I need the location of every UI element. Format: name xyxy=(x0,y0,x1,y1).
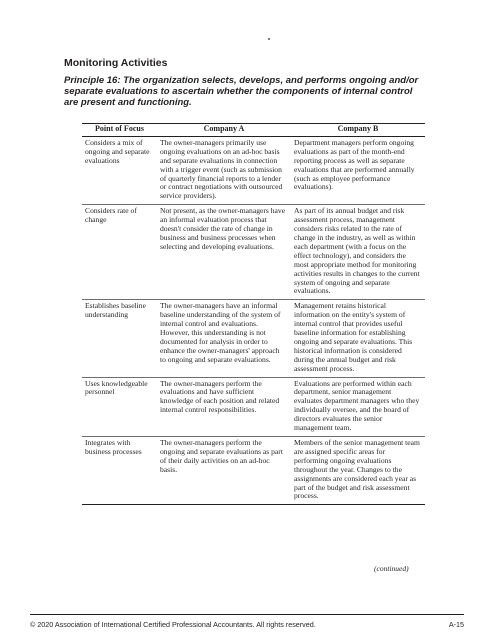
point-of-focus-cell: Establishes baseline understanding xyxy=(82,300,157,377)
table-row xyxy=(82,377,425,436)
point-of-focus-cell: Uses knowledgeable personnel xyxy=(82,377,157,436)
company-b-cell: Members of the senior management team are assigned specific areas for performing ongoing evaluations throughout the year. Changes to the assignments are considered each year as part of the budget and risk assessment process. xyxy=(291,437,425,505)
continued-note: (continued) xyxy=(374,564,409,573)
point-of-focus-cell: Integrates with business processes xyxy=(82,437,157,505)
table-row xyxy=(82,437,425,505)
page-number: A-15 xyxy=(448,620,464,629)
section-title: Monitoring Activities xyxy=(64,57,168,69)
points-of-focus-table xyxy=(82,123,425,505)
company-a-cell: The owner-managers perform the ongoing and separate evaluations as part of their daily activities on an ad-hoc basis. xyxy=(157,437,291,505)
header-point-of-focus: Point of Focus xyxy=(82,124,157,137)
point-of-focus-cell: Considers a mix of ongoing and separate evaluations xyxy=(82,136,157,204)
company-a-cell: The owner-managers have an informal baseline understanding of the system of internal control and evaluations. However, this understanding is not documented for analysis in order to enhance the owner-managers' approach to ongoing and separate evaluations. xyxy=(157,300,291,377)
header-company-a: Company A xyxy=(157,124,291,137)
header-company-b: Company B xyxy=(291,124,425,137)
footer-divider xyxy=(30,614,464,615)
table-header-row xyxy=(82,124,425,137)
principle-statement: Principle 16: The organization selects, develops, and performs ongoing and/or separate evaluations to ascertain whether the components of internal control are present and functioning. xyxy=(64,75,419,108)
company-b-cell: Management retains historical information on the entity's system of internal control that provides useful baseline information for establishing ongoing and separate evaluations. This historical information is considered during the annual budget and risk assessment process. xyxy=(291,300,425,377)
company-b-cell: Evaluations are performed within each department, senior management evaluates department managers who they individually oversee, and the board of directors evaluates the senior management team. xyxy=(291,377,425,436)
company-b-cell: As part of its annual budget and risk assessment process, management considers risks related to the rate of change in the industry, as well as within each department (with a focus on the effect technology), and considers the most appropriate method for monitoring activities results in changes to the current system of ongoing and separate evaluations. xyxy=(291,205,425,300)
table-row xyxy=(82,300,425,377)
table-row xyxy=(82,136,425,204)
footer-copyright: © 2020 Association of International Certified Professional Accountants. All rights reserved. xyxy=(30,620,316,629)
company-a-cell: The owner-managers primarily use ongoing evaluations on an ad-hoc basis and separate evaluations in connection with a trigger event (such as submission of quarterly financial reports to a lender or contract negotiations with outsourced service providers). xyxy=(157,136,291,204)
point-of-focus-cell: Considers rate of change xyxy=(82,205,157,300)
stray-dot-mark xyxy=(268,38,270,40)
company-a-cell: The owner-managers perform the evaluations and have sufficient knowledge of each position and related internal control responsibilities. xyxy=(157,377,291,436)
company-a-cell: Not present, as the owner-managers have an informal evaluation process that doesn't consider the rate of change in business and business processes when selecting and developing evaluations. xyxy=(157,205,291,300)
table-row xyxy=(82,205,425,300)
company-b-cell: Department managers perform ongoing evaluations as part of the month-end reporting process as well as separate evaluations that are performed annually (such as employee performance evaluations). xyxy=(291,136,425,204)
